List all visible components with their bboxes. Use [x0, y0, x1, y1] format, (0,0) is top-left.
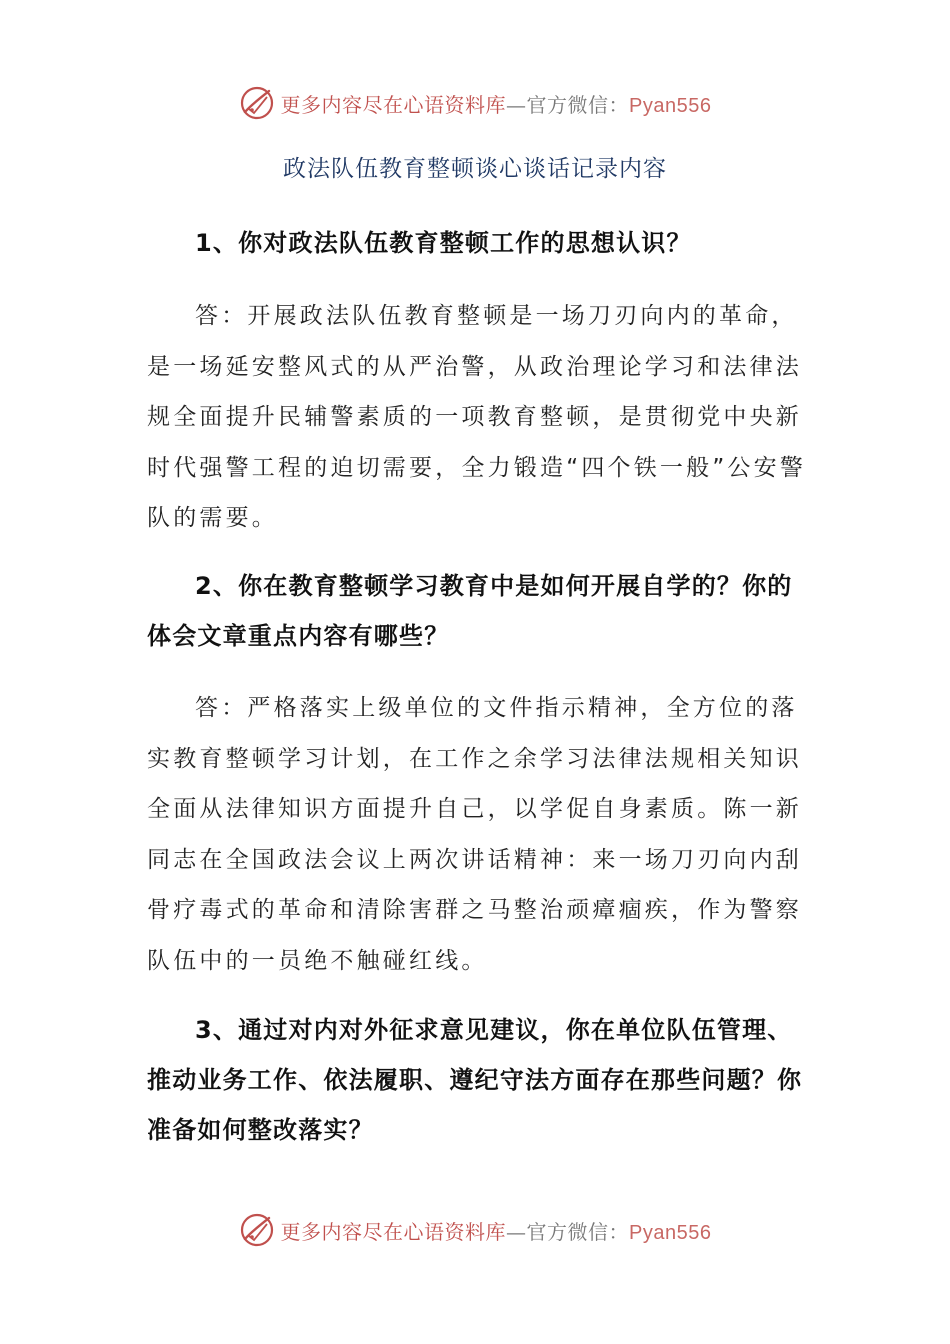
pen-logo-icon — [239, 1212, 275, 1248]
section-1 — [147, 218, 807, 268]
answer-2-block — [147, 683, 807, 986]
document-title: 政法队伍教育整顿谈心谈话记录内容 — [283, 156, 667, 182]
question-2: 2、你在教育整顿学习教育中是如何开展自学的？你的体会文章重点内容有哪些？ — [147, 572, 793, 650]
header-watermark — [0, 83, 950, 123]
answer-1: 答：开展政法队伍教育整顿是一场刀刃向内的革命，是一场延安整风式的从严治警，从政治理论学习和法律法规全面提升民辅警素质的一项教育整顿，是贯彻党中央新时代强警工程的迫切需要，全力锻造“四个铁一般”公安警队的需要。 — [147, 303, 807, 531]
answer-2: 答：严格落实上级单位的文件指示精神，全方位的落实教育整顿学习计划，在工作之余学习法律法规相关知识全面从法律知识方面提升自己，以学促自身素质。陈一新同志在全国政法会议上两次讲话精神：来一场刀刃向内刮骨疗毒式的革命和清除害群之马整治顽瘴痼疾，作为警察队伍中的一员绝不触碰红线。 — [147, 695, 802, 974]
footer-watermark — [0, 1210, 950, 1250]
question-1: 1、你对政法队伍教育整顿工作的思想认识？ — [195, 229, 692, 257]
section-3 — [147, 1005, 807, 1155]
watermark-text: 更多内容尽在心语资料库—官方微信：Pyan556 — [280, 1219, 712, 1244]
watermark-text: 更多内容尽在心语资料库—官方微信：Pyan556 — [280, 92, 712, 117]
section-2 — [147, 561, 807, 661]
question-3: 3、通过对内对外征求意见建议，你在单位队伍管理、推动业务工作、依法履职、遵纪守法方面存在那些问题？你准备如何整改落实？ — [147, 1016, 803, 1144]
pen-logo-icon — [239, 85, 275, 121]
answer-1-block — [147, 291, 807, 544]
